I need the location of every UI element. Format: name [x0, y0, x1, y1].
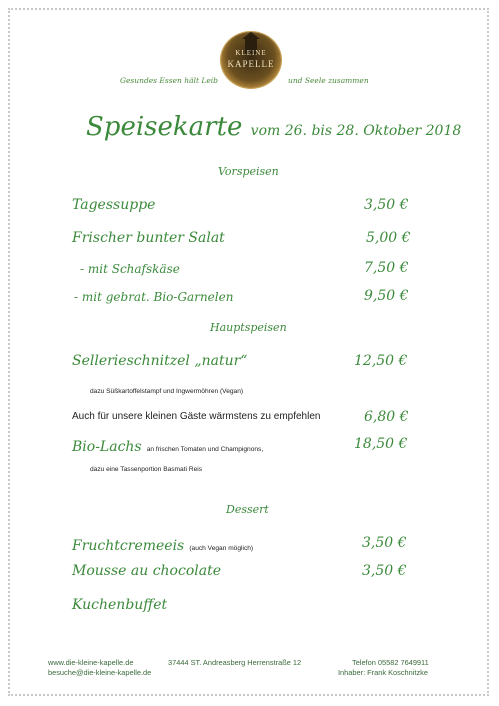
- price-salad-prawns: 9,50 €: [364, 288, 409, 304]
- section-starters: Vorspeisen: [218, 165, 279, 178]
- price-salmon: 18,50 €: [354, 436, 408, 452]
- price-kids: 6,80 €: [364, 409, 409, 425]
- price-mousse: 3,50 €: [362, 563, 407, 579]
- footer-address: 37444 ST. Andreasberg Herrenstraße 12: [168, 658, 302, 667]
- kleine-kapelle-logo: [221, 32, 281, 88]
- motto-left: Gesundes Essen hält Leib: [120, 76, 218, 85]
- price-salad: 5,00 €: [366, 230, 411, 246]
- item-cake: Kuchenbuffet: [72, 597, 168, 613]
- menu-dates: vom 26. bis 28. Oktober 2018: [250, 123, 462, 139]
- item-fruit-line: [72, 535, 253, 554]
- item-kids: Auch für unsere kleinen Gäste wärmstens zu empfehlen: [72, 411, 321, 422]
- note-schnitzel: dazu Süßkartoffelstampf und Ingwermöhren (Vegan): [90, 388, 244, 395]
- item-soup: Tagessuppe: [72, 197, 156, 213]
- logo-text-bottom: KAPELLE: [227, 59, 275, 69]
- menu-title: [86, 112, 461, 142]
- footer-web[interactable]: www.die-kleine-kapelle.de: [48, 658, 134, 667]
- item-schnitzel: Sellerieschnitzel „natur“: [72, 353, 248, 369]
- item-salad-prawns: - mit gebrat. Bio-Garnelen: [74, 290, 234, 304]
- item-salad: Frischer bunter Salat: [72, 230, 225, 246]
- price-soup: 3,50 €: [364, 197, 409, 213]
- item-mousse: Mousse au chocolate: [72, 563, 221, 579]
- price-fruit: 3,50 €: [362, 535, 407, 551]
- item-salad-cheese: - mit Schafskäse: [80, 262, 180, 276]
- section-dessert: Dessert: [226, 503, 269, 516]
- item-salmon-line: [72, 436, 263, 455]
- logo-text-top: KLEINE: [235, 49, 267, 57]
- motto-right: und Seele zusammen: [288, 76, 369, 85]
- footer-owner: Inhaber: Frank Koschnitzke: [338, 668, 428, 677]
- item-fruit-detail: (auch Vegan möglich): [189, 545, 254, 552]
- item-salmon: Bio-Lachs: [72, 439, 142, 455]
- item-salmon-detail: an frischen Tomaten und Champignons,: [146, 446, 264, 453]
- menu-title-main: Speisekarte: [86, 112, 243, 142]
- note-salmon: dazu eine Tassenportion Basmati Reis: [90, 466, 203, 473]
- footer-phone: Telefon 05582 7649911: [352, 658, 429, 667]
- price-schnitzel: 12,50 €: [354, 353, 408, 369]
- footer-email[interactable]: besuche@die-kleine-kapelle.de: [48, 668, 152, 677]
- section-mains: Hauptspeisen: [210, 321, 287, 334]
- item-fruit: Fruchtcremeeis: [72, 538, 185, 554]
- price-salad-cheese: 7,50 €: [364, 260, 409, 276]
